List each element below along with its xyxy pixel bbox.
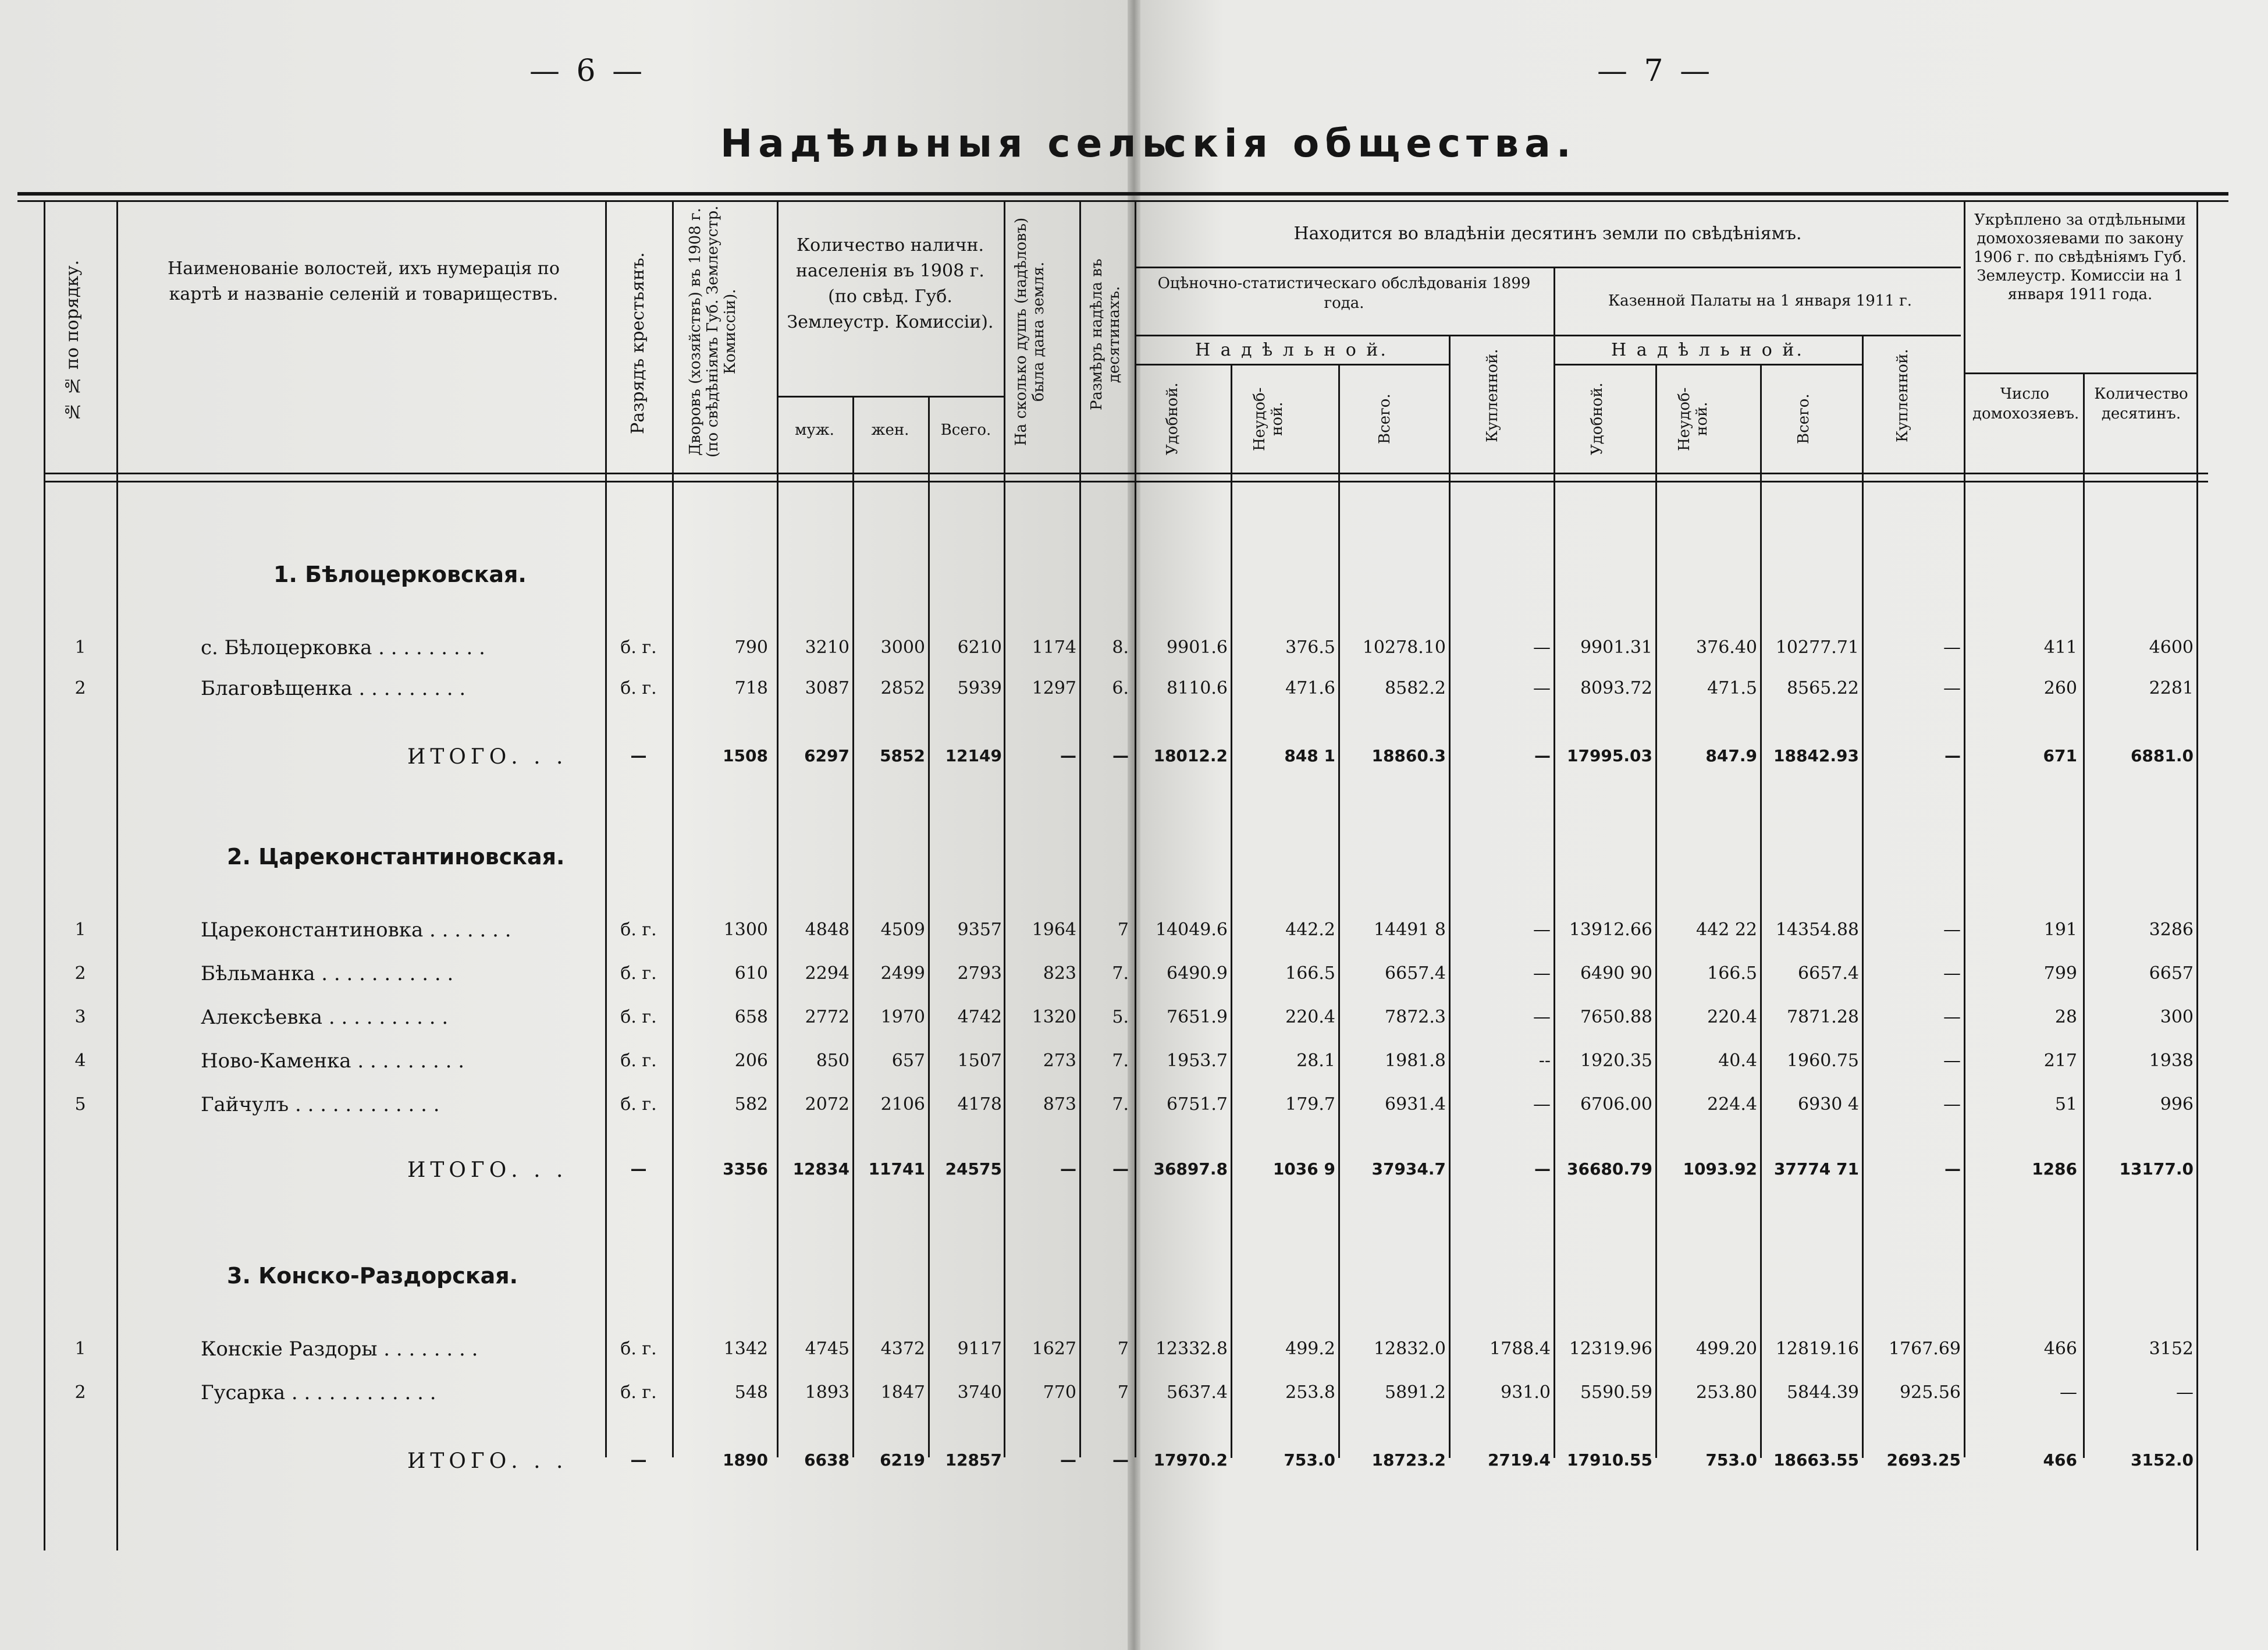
table-cell: 220.4 bbox=[1707, 1007, 1757, 1027]
table-cell: 5. bbox=[1112, 1007, 1129, 1027]
table-cell: 4178 bbox=[957, 1094, 1002, 1115]
total-label: ИТОГО. . . bbox=[407, 745, 568, 769]
table-cell: 220.4 bbox=[1285, 1007, 1335, 1027]
row-number: 3 bbox=[74, 1007, 86, 1027]
source-subrule bbox=[1135, 335, 1961, 336]
total-cell: 12834 bbox=[792, 1159, 849, 1179]
total-cell: 6881.0 bbox=[2130, 746, 2194, 765]
col-rule-16 bbox=[1862, 335, 1864, 1458]
table-cell: — bbox=[1533, 637, 1551, 658]
table-cell: б. г. bbox=[620, 1094, 657, 1115]
total-cell: 18012.2 bbox=[1153, 746, 1228, 765]
village-name: Гусарка . . . . . . . . . . . . bbox=[201, 1381, 436, 1404]
table-cell: 376.5 bbox=[1285, 637, 1335, 658]
total-cell: 6638 bbox=[804, 1450, 849, 1470]
table-cell: 1627 bbox=[1032, 1339, 1076, 1359]
table-cell: 6. bbox=[1112, 678, 1129, 698]
total-cell: — bbox=[1944, 746, 1961, 765]
table-cell: б. г. bbox=[620, 637, 657, 658]
table-cell: 790 bbox=[734, 637, 768, 658]
table-cell: 850 bbox=[816, 1051, 849, 1071]
header-dush: На сколько душъ (надѣловъ) была дана земля. bbox=[1012, 217, 1047, 446]
table-cell: — bbox=[1533, 678, 1551, 698]
table-cell: 925.56 bbox=[1900, 1382, 1961, 1403]
table-cell: — bbox=[1943, 920, 1961, 940]
total-cell: 2693.25 bbox=[1886, 1450, 1961, 1470]
section-title: 3. Конско-Раздорская. bbox=[227, 1263, 518, 1289]
table-cell: 1300 bbox=[723, 920, 768, 940]
total-cell: 12149 bbox=[945, 746, 1002, 765]
table-cell: — bbox=[1533, 963, 1551, 984]
village-name: Гайчулъ . . . . . . . . . . . . bbox=[201, 1093, 440, 1116]
table-cell: — bbox=[1943, 1094, 1961, 1115]
village-name: Бѣльманка . . . . . . . . . . . bbox=[201, 962, 454, 985]
table-cell: 12319.96 bbox=[1569, 1339, 1652, 1359]
table-cell: 166.5 bbox=[1285, 963, 1335, 984]
total-cell: 3152.0 bbox=[2130, 1450, 2194, 1470]
header-nadelnoi-1: Н а д ѣ л ь н о й. bbox=[1195, 340, 1388, 360]
table-cell: 8582.2 bbox=[1385, 678, 1446, 698]
table-cell: 5844.39 bbox=[1786, 1382, 1859, 1403]
table-cell: 217 bbox=[2043, 1051, 2077, 1071]
table-cell: 2106 bbox=[880, 1094, 925, 1115]
table-cell: — bbox=[1533, 920, 1551, 940]
nadel-subrule-1 bbox=[1135, 364, 1449, 366]
table-cell: б. г. bbox=[620, 963, 657, 984]
table-cell: 658 bbox=[734, 1007, 768, 1027]
table-cell: 6931.4 bbox=[1385, 1094, 1446, 1115]
table-cell: 1342 bbox=[723, 1339, 768, 1359]
table-cell: б. г. bbox=[620, 1007, 657, 1027]
col-rule-1 bbox=[116, 200, 118, 1550]
total-cell: 18860.3 bbox=[1371, 746, 1446, 765]
col-rule-18 bbox=[2083, 372, 2085, 1458]
total-cell: 18723.2 bbox=[1371, 1450, 1446, 1470]
table-cell: 1920.35 bbox=[1580, 1051, 1652, 1071]
total-cell: 847.9 bbox=[1705, 746, 1757, 765]
header-bottom-rule-2 bbox=[44, 481, 2208, 482]
table-top-rule bbox=[17, 192, 2228, 196]
table-cell: б. г. bbox=[620, 1382, 657, 1403]
table-cell: 471.6 bbox=[1285, 678, 1335, 698]
table-cell: — bbox=[1943, 1007, 1961, 1027]
header-neudobnoi-2: Неудоб-ной. bbox=[1676, 387, 1711, 451]
col-rule-7 bbox=[1004, 200, 1005, 1457]
section-title: 1. Бѣлоцерковская. bbox=[273, 562, 527, 587]
total-cell: — bbox=[1060, 746, 1076, 765]
table-cell: — bbox=[1533, 1094, 1551, 1115]
header-ukrepleno: Укрѣплено за отдѣльными домохозяевами по закону 1906 г. по свѣдѣніямъ Губ. Землеустр. Комиссіи на 1 января 1911 года. bbox=[1974, 211, 2187, 303]
col-rule-10 bbox=[1231, 364, 1232, 1458]
table-cell: 1953.7 bbox=[1167, 1051, 1228, 1071]
col-rule-19 bbox=[2196, 200, 2198, 1550]
table-cell: 224.4 bbox=[1707, 1094, 1757, 1115]
table-cell: 2294 bbox=[805, 963, 849, 984]
header-vladenie: Находится во владѣніи десятинъ земли по свѣдѣніямъ. bbox=[1293, 223, 1802, 244]
header-ocenochno: Оцѣночно-статистическаго обслѣдованія 1899 года. bbox=[1157, 275, 1531, 312]
col-rule-5 bbox=[852, 396, 854, 1457]
total-cell: 6219 bbox=[880, 1450, 925, 1470]
title-right-part: скія общества. bbox=[1164, 121, 1577, 166]
table-cell: 6657 bbox=[2149, 963, 2194, 984]
table-cell: 9901.31 bbox=[1580, 637, 1652, 658]
table-cell: 8565.22 bbox=[1786, 678, 1859, 698]
ukrepleno-subrule bbox=[1964, 372, 2196, 374]
village-name: Благовѣщенка . . . . . . . . . bbox=[201, 677, 466, 700]
header-name: Наименованіе волостей, ихъ нумерація по картѣ и названіе селеній и товариществъ. bbox=[168, 258, 560, 304]
table-cell: — bbox=[1943, 637, 1961, 658]
total-label: ИТОГО. . . bbox=[407, 1449, 568, 1473]
header-razryad: Разрядъ крестьянъ. bbox=[628, 252, 648, 435]
table-cell: б. г. bbox=[620, 678, 657, 698]
total-cell: 848 1 bbox=[1284, 746, 1335, 765]
total-cell: 1286 bbox=[2032, 1159, 2077, 1179]
table-cell: 471.5 bbox=[1707, 678, 1757, 698]
total-cell: 753.0 bbox=[1705, 1450, 1757, 1470]
table-cell: 1964 bbox=[1032, 920, 1076, 940]
village-name: с. Бѣлоцерковка . . . . . . . . . bbox=[201, 636, 485, 659]
table-cell: 823 bbox=[1043, 963, 1076, 984]
table-cell: 4742 bbox=[957, 1007, 1002, 1027]
table-cell: 3152 bbox=[2149, 1339, 2194, 1359]
total-cell: 17910.55 bbox=[1566, 1450, 1652, 1470]
table-cell: 6657.4 bbox=[1798, 963, 1859, 984]
table-cell: 6930 4 bbox=[1798, 1094, 1859, 1115]
col-rule-4 bbox=[777, 200, 778, 1457]
table-cell: 2852 bbox=[880, 678, 925, 698]
population-subrule bbox=[777, 396, 1004, 398]
total-cell: 671 bbox=[2043, 746, 2077, 765]
header-vsego-1: Всего. bbox=[1376, 393, 1393, 445]
table-cell: 466 bbox=[2043, 1339, 2077, 1359]
col-rule-6 bbox=[928, 396, 930, 1457]
col-rule-11 bbox=[1338, 364, 1340, 1458]
col-rule-15 bbox=[1760, 364, 1762, 1458]
col-rule-8 bbox=[1079, 200, 1081, 1457]
total-cell: 1093.92 bbox=[1683, 1159, 1757, 1179]
table-cell: 4848 bbox=[805, 920, 849, 940]
header-kazennoi: Казенной Палаты на 1 января 1911 г. bbox=[1608, 292, 1912, 310]
table-cell: 1893 bbox=[805, 1382, 849, 1403]
table-cell: 582 bbox=[734, 1094, 768, 1115]
table-cell: 1320 bbox=[1032, 1007, 1076, 1027]
table-cell: 12332.8 bbox=[1155, 1339, 1228, 1359]
table-cell: 7871.28 bbox=[1786, 1007, 1859, 1027]
table-cell: 253.80 bbox=[1696, 1382, 1757, 1403]
table-cell: 10277.71 bbox=[1775, 637, 1859, 658]
header-vsego-2: Всего. bbox=[1795, 393, 1812, 445]
header-udobnoi-2: Удобной. bbox=[1588, 382, 1606, 456]
row-number: 1 bbox=[74, 1339, 86, 1359]
table-cell: 7872.3 bbox=[1385, 1007, 1446, 1027]
col-rule-12 bbox=[1449, 335, 1451, 1458]
table-cell: 10278.10 bbox=[1362, 637, 1446, 658]
table-cell: 5637.4 bbox=[1167, 1382, 1228, 1403]
total-cell: 2719.4 bbox=[1487, 1450, 1551, 1470]
total-cell: 466 bbox=[2043, 1450, 2077, 1470]
header-male: муж. bbox=[795, 421, 834, 439]
table-cell: 1507 bbox=[957, 1051, 1002, 1071]
col-rule-0 bbox=[44, 200, 45, 1550]
total-cell: 11741 bbox=[868, 1159, 925, 1179]
table-cell: 499.20 bbox=[1696, 1339, 1757, 1359]
total-cell: — bbox=[630, 1159, 647, 1179]
right-page-number: — 7 — bbox=[1597, 54, 1714, 88]
table-cell: 7. bbox=[1112, 1051, 1129, 1071]
table-cell: 6490 90 bbox=[1580, 963, 1652, 984]
table-cell: — bbox=[2176, 1382, 2194, 1403]
table-cell: 12819.16 bbox=[1775, 1339, 1859, 1359]
table-cell: 6706.00 bbox=[1580, 1094, 1652, 1115]
table-cell: 9357 bbox=[957, 920, 1002, 940]
table-cell: — bbox=[2060, 1382, 2077, 1403]
total-cell: — bbox=[1112, 1450, 1129, 1470]
total-cell: 3356 bbox=[723, 1159, 768, 1179]
table-cell: 7. bbox=[1112, 1094, 1129, 1115]
total-cell: 1890 bbox=[723, 1450, 768, 1470]
table-cell: 499.2 bbox=[1285, 1339, 1335, 1359]
table-cell: 3286 bbox=[2149, 920, 2194, 940]
table-cell: 2793 bbox=[957, 963, 1002, 984]
table-cell: 7 bbox=[1117, 920, 1129, 940]
row-number: 1 bbox=[74, 920, 86, 940]
header-nadelnoi-2: Н а д ѣ л ь н о й. bbox=[1611, 340, 1804, 360]
table-cell: 191 bbox=[2043, 920, 2077, 940]
total-cell: 37934.7 bbox=[1371, 1159, 1446, 1179]
total-cell: 18842.93 bbox=[1773, 746, 1859, 765]
left-page-number: — 6 — bbox=[529, 54, 646, 88]
total-cell: 5852 bbox=[880, 746, 925, 765]
header-kuplennoi-1: Купленной. bbox=[1484, 349, 1501, 443]
table-cell: 6210 bbox=[957, 637, 1002, 658]
table-cell: б. г. bbox=[620, 1339, 657, 1359]
section-title: 2. Цареконстантиновская. bbox=[227, 844, 565, 870]
table-cell: 2499 bbox=[880, 963, 925, 984]
header-num: № № по порядку. bbox=[62, 260, 83, 421]
total-cell: 1508 bbox=[723, 746, 768, 765]
table-cell: 273 bbox=[1043, 1051, 1076, 1071]
table-cell: 8093.72 bbox=[1580, 678, 1652, 698]
table-cell: 4600 bbox=[2149, 637, 2194, 658]
table-cell: 8110.6 bbox=[1167, 678, 1228, 698]
total-cell: 17970.2 bbox=[1153, 1450, 1228, 1470]
total-cell: — bbox=[1112, 1159, 1129, 1179]
table-cell: 6751.7 bbox=[1167, 1094, 1228, 1115]
total-label: ИТОГО. . . bbox=[407, 1158, 568, 1182]
header-dvorov: Дворовъ (хозяйствъ) въ 1908 г. (по свѣдѣніямъ Губ. Землеустр. Комиссіи). bbox=[687, 205, 739, 458]
table-cell: 1960.75 bbox=[1786, 1051, 1859, 1071]
table-cell: 1938 bbox=[2149, 1051, 2194, 1071]
col-rule-3 bbox=[672, 200, 674, 1457]
col-rule-13 bbox=[1554, 267, 1555, 1458]
table-cell: 3210 bbox=[805, 637, 849, 658]
table-cell: 376.40 bbox=[1696, 637, 1757, 658]
table-cell: 5590.59 bbox=[1580, 1382, 1652, 1403]
table-cell: 7 bbox=[1117, 1339, 1129, 1359]
table-cell: 873 bbox=[1043, 1094, 1076, 1115]
table-cell: — bbox=[1943, 1051, 1961, 1071]
table-cell: -- bbox=[1538, 1051, 1551, 1071]
table-cell: 442.2 bbox=[1285, 920, 1335, 940]
total-cell: — bbox=[1944, 1159, 1961, 1179]
table-cell: — bbox=[1943, 678, 1961, 698]
table-cell: 931.0 bbox=[1501, 1382, 1551, 1403]
table-cell: 1788.4 bbox=[1490, 1339, 1551, 1359]
table-cell: 2072 bbox=[805, 1094, 849, 1115]
table-cell: — bbox=[1943, 963, 1961, 984]
village-name: Цареконстантиновка . . . . . . . bbox=[201, 918, 511, 942]
table-cell: 14491 8 bbox=[1373, 920, 1446, 940]
table-cell: 657 bbox=[891, 1051, 925, 1071]
table-cell: 1847 bbox=[880, 1382, 925, 1403]
table-cell: 260 bbox=[2043, 678, 2077, 698]
table-cell: б. г. bbox=[620, 1051, 657, 1071]
total-cell: 37774 71 bbox=[1773, 1159, 1859, 1179]
total-cell: 753.0 bbox=[1284, 1450, 1335, 1470]
table-cell: 7650.88 bbox=[1580, 1007, 1652, 1027]
total-cell: 12857 bbox=[945, 1450, 1002, 1470]
table-cell: 300 bbox=[2160, 1007, 2194, 1027]
table-cell: 40.4 bbox=[1718, 1051, 1757, 1071]
col-rule-14 bbox=[1655, 364, 1657, 1458]
col-rule-9 bbox=[1135, 200, 1136, 1457]
header-female: жен. bbox=[871, 421, 909, 439]
total-cell: 24575 bbox=[945, 1159, 1002, 1179]
village-name: Алексѣевка . . . . . . . . . . bbox=[201, 1006, 449, 1029]
table-cell: 9117 bbox=[957, 1339, 1002, 1359]
table-cell: 12832.0 bbox=[1373, 1339, 1446, 1359]
table-cell: 28 bbox=[2054, 1007, 2077, 1027]
header-population: Количество наличн. населенія въ 1908 г. (по свѣд. Губ. Землеустр. Комиссіи). bbox=[787, 235, 994, 332]
total-cell: — bbox=[1060, 1450, 1076, 1470]
total-cell: 1036 9 bbox=[1272, 1159, 1335, 1179]
total-cell: 36897.8 bbox=[1153, 1159, 1228, 1179]
row-number: 2 bbox=[74, 1382, 86, 1403]
nadel-subrule-2 bbox=[1554, 364, 1862, 366]
header-bottom-rule bbox=[44, 473, 2208, 474]
table-cell: 442 22 bbox=[1696, 920, 1757, 940]
table-cell: 1174 bbox=[1032, 637, 1076, 658]
table-cell: 13912.66 bbox=[1569, 920, 1652, 940]
table-cell: 2281 bbox=[2149, 678, 2194, 698]
table-cell: 1970 bbox=[880, 1007, 925, 1027]
table-cell: 610 bbox=[734, 963, 768, 984]
table-cell: 718 bbox=[734, 678, 768, 698]
header-desyatin: Количество десятинъ. bbox=[2094, 385, 2188, 423]
table-cell: 1297 bbox=[1032, 678, 1076, 698]
table-cell: 51 bbox=[2054, 1094, 2077, 1115]
table-cell: 4745 bbox=[805, 1339, 849, 1359]
row-number: 1 bbox=[74, 637, 86, 658]
table-cell: 1981.8 bbox=[1385, 1051, 1446, 1071]
total-cell: — bbox=[630, 746, 647, 765]
table-cell: 1767.69 bbox=[1888, 1339, 1961, 1359]
table-cell: 179.7 bbox=[1285, 1094, 1335, 1115]
table-cell: 6490.9 bbox=[1167, 963, 1228, 984]
header-udobnoi-1: Удобной. bbox=[1164, 382, 1181, 456]
table-cell: 3087 bbox=[805, 678, 849, 698]
table-cell: 7. bbox=[1112, 963, 1129, 984]
table-cell: 4509 bbox=[880, 920, 925, 940]
table-cell: 7 bbox=[1117, 1382, 1129, 1403]
table-cell: 770 bbox=[1043, 1382, 1076, 1403]
header-domohozyaev: Число домохозяевъ. bbox=[1972, 385, 2079, 423]
header-razmer: Размѣръ надѣла въ десятинахъ. bbox=[1088, 258, 1123, 411]
table-cell: 28.1 bbox=[1296, 1051, 1335, 1071]
header-neudobnoi-1: Неудоб-ной. bbox=[1251, 387, 1286, 451]
table-cell: 3740 bbox=[957, 1382, 1002, 1403]
vladenie-subrule bbox=[1135, 267, 1961, 268]
table-cell: 7651.9 bbox=[1167, 1007, 1228, 1027]
row-number: 4 bbox=[74, 1051, 86, 1071]
table-cell: 5939 bbox=[957, 678, 1002, 698]
total-cell: — bbox=[1534, 1159, 1551, 1179]
table-cell: 548 bbox=[734, 1382, 768, 1403]
row-number: 5 bbox=[74, 1094, 86, 1115]
table-cell: 14354.88 bbox=[1775, 920, 1859, 940]
table-cell: 9901.6 bbox=[1167, 637, 1228, 658]
village-name: Ново-Каменка . . . . . . . . . bbox=[201, 1049, 465, 1073]
total-cell: 17995.03 bbox=[1566, 746, 1652, 765]
total-cell: — bbox=[1534, 746, 1551, 765]
table-cell: 6657.4 bbox=[1385, 963, 1446, 984]
header-kuplennoi-2: Купленной. bbox=[1894, 349, 1911, 443]
table-cell: б. г. bbox=[620, 920, 657, 940]
total-cell: 18663.55 bbox=[1773, 1450, 1859, 1470]
table-cell: — bbox=[1533, 1007, 1551, 1027]
total-cell: 36680.79 bbox=[1566, 1159, 1652, 1179]
col-rule-17 bbox=[1964, 200, 1965, 1457]
total-cell: 13177.0 bbox=[2119, 1159, 2194, 1179]
total-cell: — bbox=[1112, 746, 1129, 765]
row-number: 2 bbox=[74, 963, 86, 984]
title-left-part: Надѣльныя сель bbox=[720, 121, 1172, 166]
village-name: Конскіе Раздоры . . . . . . . . bbox=[201, 1337, 478, 1361]
table-cell: 2772 bbox=[805, 1007, 849, 1027]
total-cell: 6297 bbox=[804, 746, 849, 765]
table-cell: 3000 bbox=[880, 637, 925, 658]
table-cell: 411 bbox=[2043, 637, 2077, 658]
table-cell: 8. bbox=[1112, 637, 1129, 658]
table-cell: 166.5 bbox=[1707, 963, 1757, 984]
table-cell: 799 bbox=[2043, 963, 2077, 984]
header-total: Всего. bbox=[940, 421, 991, 439]
table-cell: 5891.2 bbox=[1385, 1382, 1446, 1403]
row-number: 2 bbox=[74, 678, 86, 698]
col-rule-2 bbox=[605, 200, 607, 1457]
table-cell: 996 bbox=[2160, 1094, 2194, 1115]
total-cell: — bbox=[1060, 1159, 1076, 1179]
table-cell: 206 bbox=[734, 1051, 768, 1071]
table-cell: 4372 bbox=[880, 1339, 925, 1359]
table-top-rule-2 bbox=[17, 200, 2228, 202]
total-cell: — bbox=[630, 1450, 647, 1470]
table-cell: 253.8 bbox=[1285, 1382, 1335, 1403]
table-cell: 14049.6 bbox=[1155, 920, 1228, 940]
